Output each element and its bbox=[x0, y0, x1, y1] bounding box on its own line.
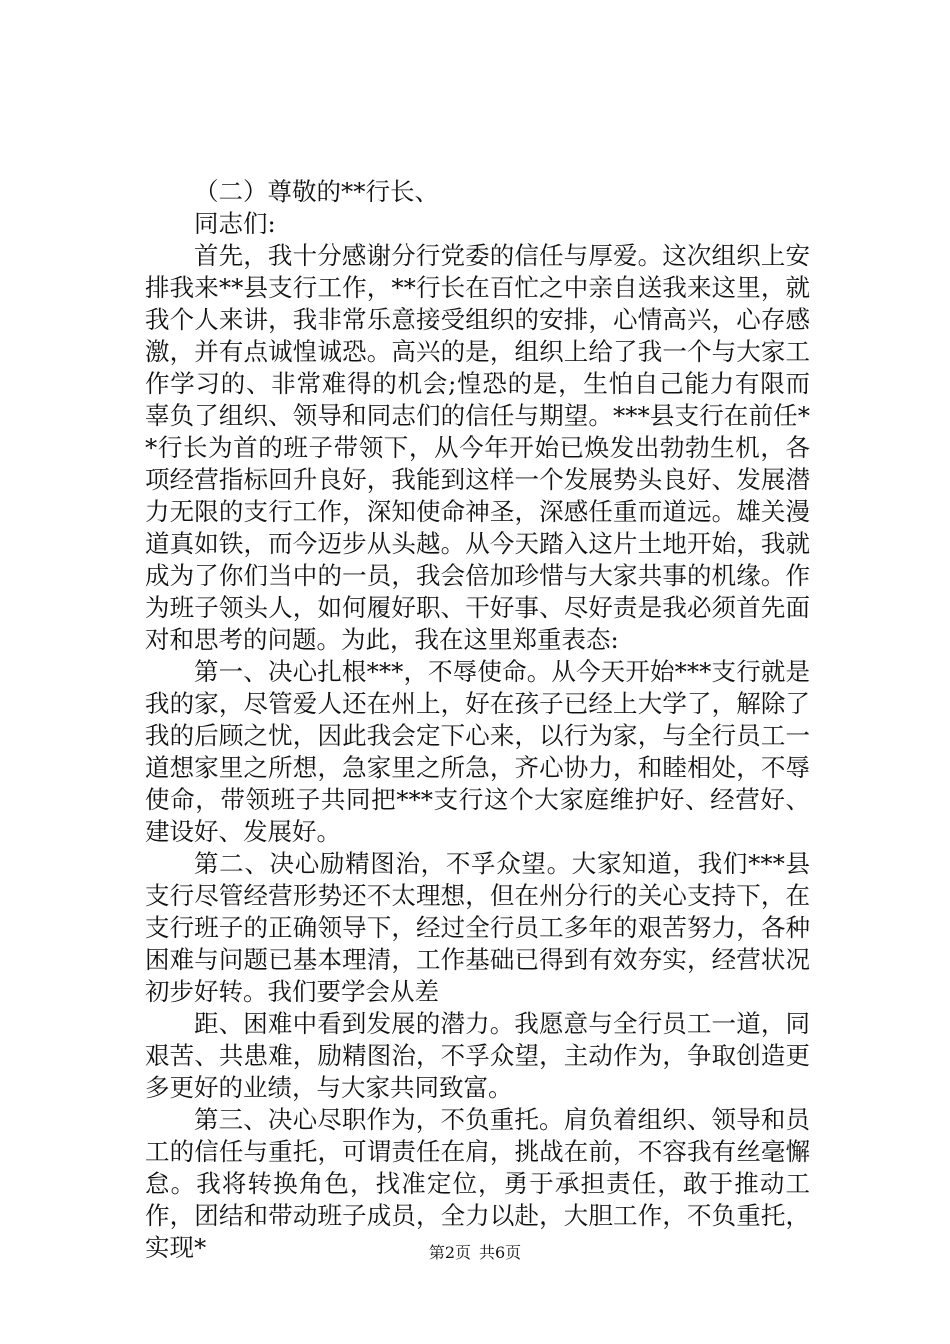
page-footer bbox=[0, 1240, 950, 1263]
paragraph-continuation: 距、困难中看到发展的潜力。我愿意与全行员工一道，同艰苦、共患难，励精图治，不孚众望，主动作为，争取创造更多更好的业绩，与大家共同致富。 bbox=[145, 1009, 810, 1102]
heading-line: （二）尊敬的**行长、 bbox=[194, 177, 439, 206]
paragraph-first-pledge: 第一、决心扎根***，不辱使命。从今天开始***支行就是我的家，尽管爱人还在州上，好在孩子已经上大学了，解除了我的后顾之忧，因此我会定下心来，以行为家，与全行员工一道想家里之所想，急家里之所急，齐心协力，和睦相处，不辱使命，带领班子共同把***支行这个大家庭维护好、经营好、建设好、发展好。 bbox=[145, 657, 810, 846]
salutation-line: 同志们: bbox=[194, 209, 276, 238]
page-total: 共6页 bbox=[479, 1243, 522, 1262]
paragraph-opening: 首先，我十分感谢分行党委的信任与厚爱。这次组织上安排我来**县支行工作，**行长在百忙之中亲自送我来这里，就我个人来讲，我非常乐意接受组织的安排，心情高兴，心存感激，并有点诚惶诚恐。高兴的是，组织上给了我一个与大家工作学习的、非常难得的机会;惶恐的是，生怕自己能力有限而辜负了组织、领导和同志们的信任与期望。***县支行在前任**行长为首的班子带领下，从今年开始已焕发出勃勃生机，各项经营指标回升良好，我能到这样一个发展势头良好、发展潜力无限的支行工作，深知使命神圣，深感任重而道远。雄关漫道真如铁，而今迈步从头越。从今天踏入这片土地开始，我就成为了你们当中的一员，我会倍加珍惜与大家共事的机缘。作为班子领头人，如何履好职、干好事、尽好责是我必须首先面对和思考的问题。为此，我在这里郑重表态: bbox=[145, 241, 810, 654]
paragraph-third-pledge: 第三、决心尽职作为，不负重托。肩负着组织、领导和员工的信任与重托，可谓责任在肩，挑战在前，不容我有丝毫懈怠。我将转换角色，找准定位，勇于承担责任，敢于推动工作，团结和带动班子成员，全力以赴，大胆工作，不负重托，实现* bbox=[145, 1105, 810, 1262]
document-body bbox=[145, 176, 810, 1264]
page-number: 第2页 bbox=[428, 1243, 471, 1262]
paragraph-second-pledge: 第二、决心励精图治，不孚众望。大家知道，我们***县支行尽管经营形势还不太理想，但在州分行的关心支持下，在支行班子的正确领导下，经过全行员工多年的艰苦努力，各种困难与问题已基本理清，工作基础已得到有效夯实，经营状况初步好转。我们要学会从差 bbox=[145, 849, 810, 1006]
